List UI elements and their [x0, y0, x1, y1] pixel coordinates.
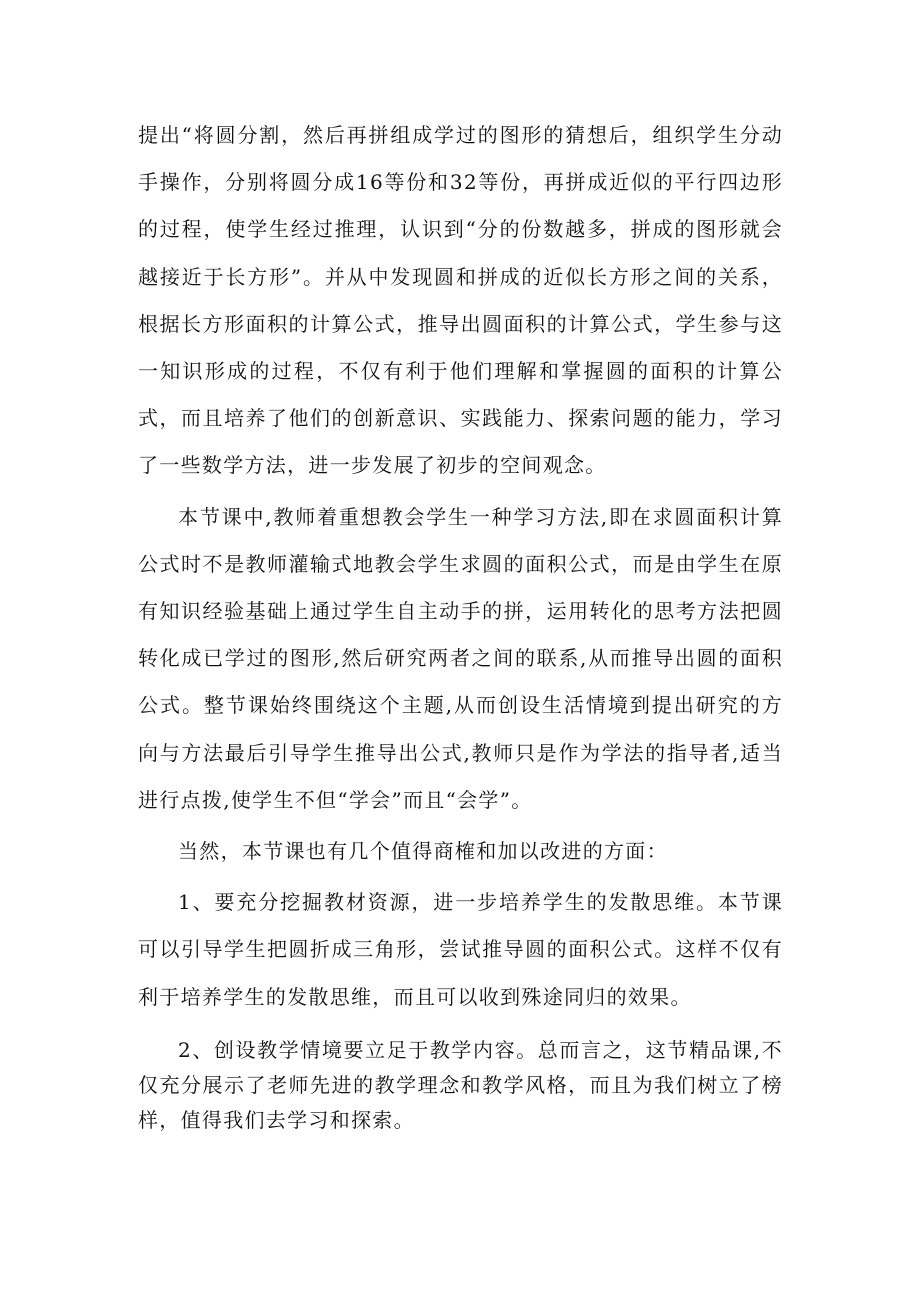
document-body	[138, 112, 783, 1138]
paragraph-improvement-1: 1、要充分挖掘教材资源，进一步培养学生的发散思维。本节课可以引导学生把圆折成三角形，尝试推导圆的面积公式。这样不仅有利于培养学生的发散思维，而且可以收到殊途同归的效果。	[138, 890, 783, 1009]
paragraph-teaching-method: 本节课中,教师着重想教会学生一种学习方法,即在求圆面积计算公式时不是教师灌输式地教会学生求圆的面积公式，而是由学生在原有知识经验基础上通过学生自主动手的拼，运用转化的思考方法把圆转化成已学过的图形,然后研究两者之间的联系,从而推导出圆的面积公式。整节课始终围绕这个主题,从而创设生活情境到提出研究的方向与方法最后引导学生推导出公式,教师只是作为学法的指导者,适当进行点拨,使学生不但“学会”而且“会学”。	[138, 504, 783, 812]
paragraph-improvement-2: 2、创设教学情境要立足于教学内容。总而言之，这节精品课,不仅充分展示了老师先进的教学理念和教学风格，而且为我们树立了榜样，值得我们去学习和探索。	[138, 1037, 783, 1132]
paragraph-improvements-intro: 当然，本节课也有几个值得商榷和加以改进的方面：	[178, 839, 668, 864]
paragraph-circle-area-derivation: 提出“将圆分割，然后再拼组成学过的图形的猜想后，组织学生分动手操作，分别将圆分成16等份和32等份，再拼成近似的平行四边形的过程，使学生经过推理，认识到“分的份数越多，拼成的图形就会越接近于长方形”。并从中发现圆和拼成的近似长方形之间的关系，根据长方形面积的计算公式，推导出圆面积的计算公式，学生参与这一知识形成的过程，不仅有利于他们理解和掌握圆的面积的计算公式，而且培养了他们的创新意识、实践能力、探索问题的能力，学习了一些数学方法，进一步发展了初步的空间观念。	[138, 123, 783, 478]
